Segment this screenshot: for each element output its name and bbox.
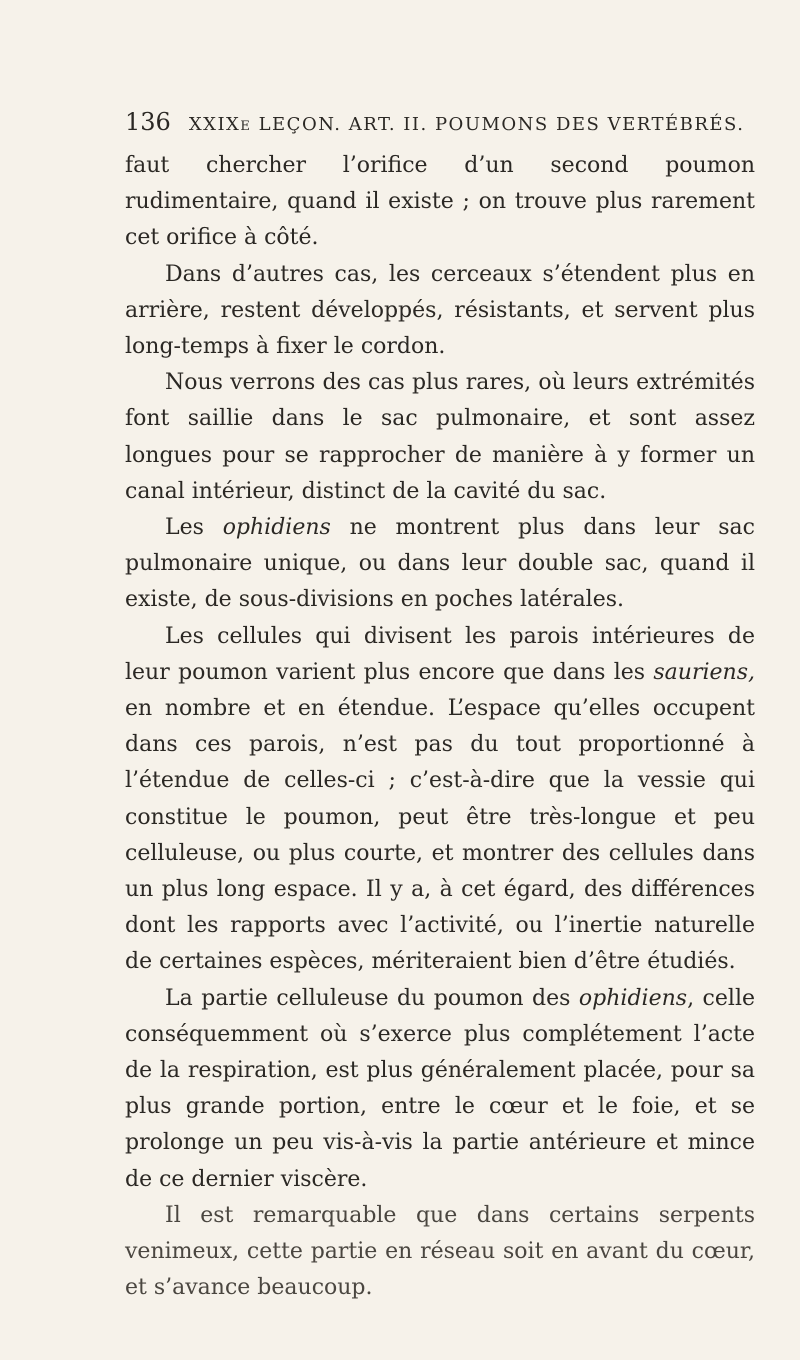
paragraph xyxy=(125,510,755,619)
paragraph xyxy=(125,365,755,510)
paragraph xyxy=(125,257,755,366)
text-run: en nombre et en étendue. L’espace qu’elles occupent dans ces parois, n’est pas du tout proportionné à l’étendue de celles-ci ; c’est-à-dire que la vessie qui constitue le poumon, peut être très-longue et peu celluleuse, ou plus courte, et montrer des cellules dans un plus long espace. Il y a, à cet égard, des différences dont les rapports avec l’activité, ou l’inertie naturelle de certaines espèces, mériteraient bien d’être étudiés. xyxy=(125,696,755,975)
body-text xyxy=(125,148,755,1307)
text-run: La partie celluleuse du poumon des xyxy=(165,985,579,1011)
italic-term: ophidiens xyxy=(222,515,331,541)
running-head xyxy=(125,108,745,136)
text-run: Les cellules qui divisent les parois intérieures de leur poumon varient plus encore que dans les xyxy=(125,623,755,685)
italic-term: sauriens, xyxy=(653,659,755,685)
text-run: Nous verrons des cas plus rares, où leurs extrémités font saillie dans le sac pulmonaire, et sont assez longues pour se rapprocher de manière à y former un canal intérieur, distinct de la cavité du sac. xyxy=(125,370,755,504)
text-run: Dans d’autres cas, les cerceaux s’étendent plus en arrière, restent développés, résistants, et servent plus long-temps à fixer le cordon. xyxy=(125,261,755,360)
italic-term: ophidiens xyxy=(578,985,688,1011)
text-run: Les xyxy=(165,515,223,541)
text-run: ne montrent plus dans leur sac pulmonaire unique, ou dans leur double sac, quand il existe, de sous-divisions en poches latérales. xyxy=(125,515,755,613)
text-run: faut chercher l’orifice d’un second poumon rudimentaire, quand il existe ; on trouve plus rarement cet orifice à côté. xyxy=(125,153,755,251)
text-run: Il est remarquable que dans certains serpents venimeux, cette partie en réseau soit en avant du cœur, et s’avance beaucoup. xyxy=(125,1202,755,1301)
paragraph xyxy=(125,148,755,257)
paragraph xyxy=(125,981,755,1198)
text-run: , celle conséquemment où s’exerce plus complétement l’acte de la respiration, est plus généralement placée, pour sa plus grande portion, entre le cœur et le foie, et se prolonge un peu vis-à-vis la partie antérieure et mince de ce dernier viscère. xyxy=(125,985,755,1192)
page-number: 136 xyxy=(125,108,171,136)
paragraph xyxy=(125,1198,755,1307)
running-title: XXIXe LEÇON. ART. II. POUMONS DES VERTÉBRÉS. xyxy=(188,114,745,135)
paragraph xyxy=(125,619,755,981)
